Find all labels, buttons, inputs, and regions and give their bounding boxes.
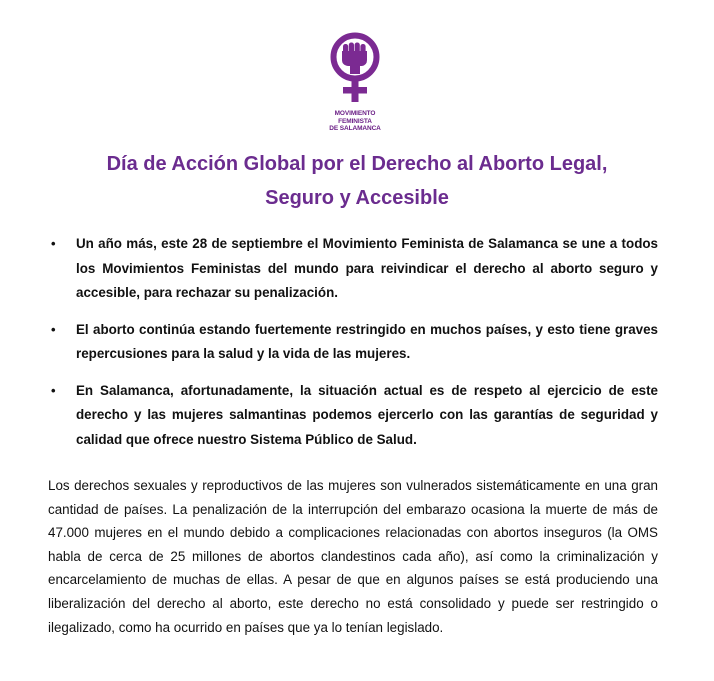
bullet-list	[48, 232, 658, 464]
logo-text	[325, 110, 385, 133]
bullet-marker: •	[51, 321, 56, 337]
logo-line-1: MOVIMIENTO	[334, 110, 376, 117]
bullet-item	[48, 379, 658, 453]
bullet-item	[48, 318, 658, 367]
bullet-item	[48, 232, 658, 306]
title-line-1: Día de Acción Global por el Derecho al Aborto Legal,	[106, 153, 608, 175]
document-title	[20, 147, 694, 215]
logo-line-2: FEMINISTA	[338, 117, 372, 125]
logo-line-3: DE SALAMANCA	[329, 125, 381, 132]
bullet-marker: •	[51, 382, 56, 398]
bullet-text: En Salamanca, afortunadamente, la situación actual es de respeto al ejercicio de este derecho y las mujeres salmantinas podemos ejercerlo con las garantías de seguridad y calidad que ofrece nuestro Sistema Público de Salud.	[76, 382, 658, 447]
organization-logo	[325, 30, 385, 133]
bullet-text: El aborto continúa estando fuertemente restringido en muchos países, y esto tiene graves repercusiones para la salud y la vida de las mujeres.	[76, 321, 658, 361]
title-line-2: Seguro y Accesible	[265, 187, 449, 209]
body-paragraph: Los derechos sexuales y reproductivos de las mujeres son vulnerados sistemáticamente en una gran cantidad de países. La penalización de la interrupción del embarazo ocasiona la muerte de más de 47.000 mujeres en el mundo debido a complicaciones relacionadas con abortos inseguros (la OMS habla de cerca de 25 millones de abortos clandestinos cada año), así como la criminalización y encarcelamiento de muchas de ellas. A pesar de que en algunos países se está produciendo una liberalización del derecho al aborto, este derecho no está consolidado y puede ser restringido o ilegalizado, como ha ocurrido en países que ya lo tenían legislado.	[48, 478, 658, 635]
bullet-text: Un año más, este 28 de septiembre el Movimiento Feminista de Salamanca se une a todos los Movimientos Feministas del mundo para reivindicar el derecho al aborto seguro y accesible, para rechazar su penalización.	[76, 236, 658, 300]
feminist-fist-venus-icon	[329, 30, 381, 110]
bullet-marker: •	[51, 236, 56, 251]
